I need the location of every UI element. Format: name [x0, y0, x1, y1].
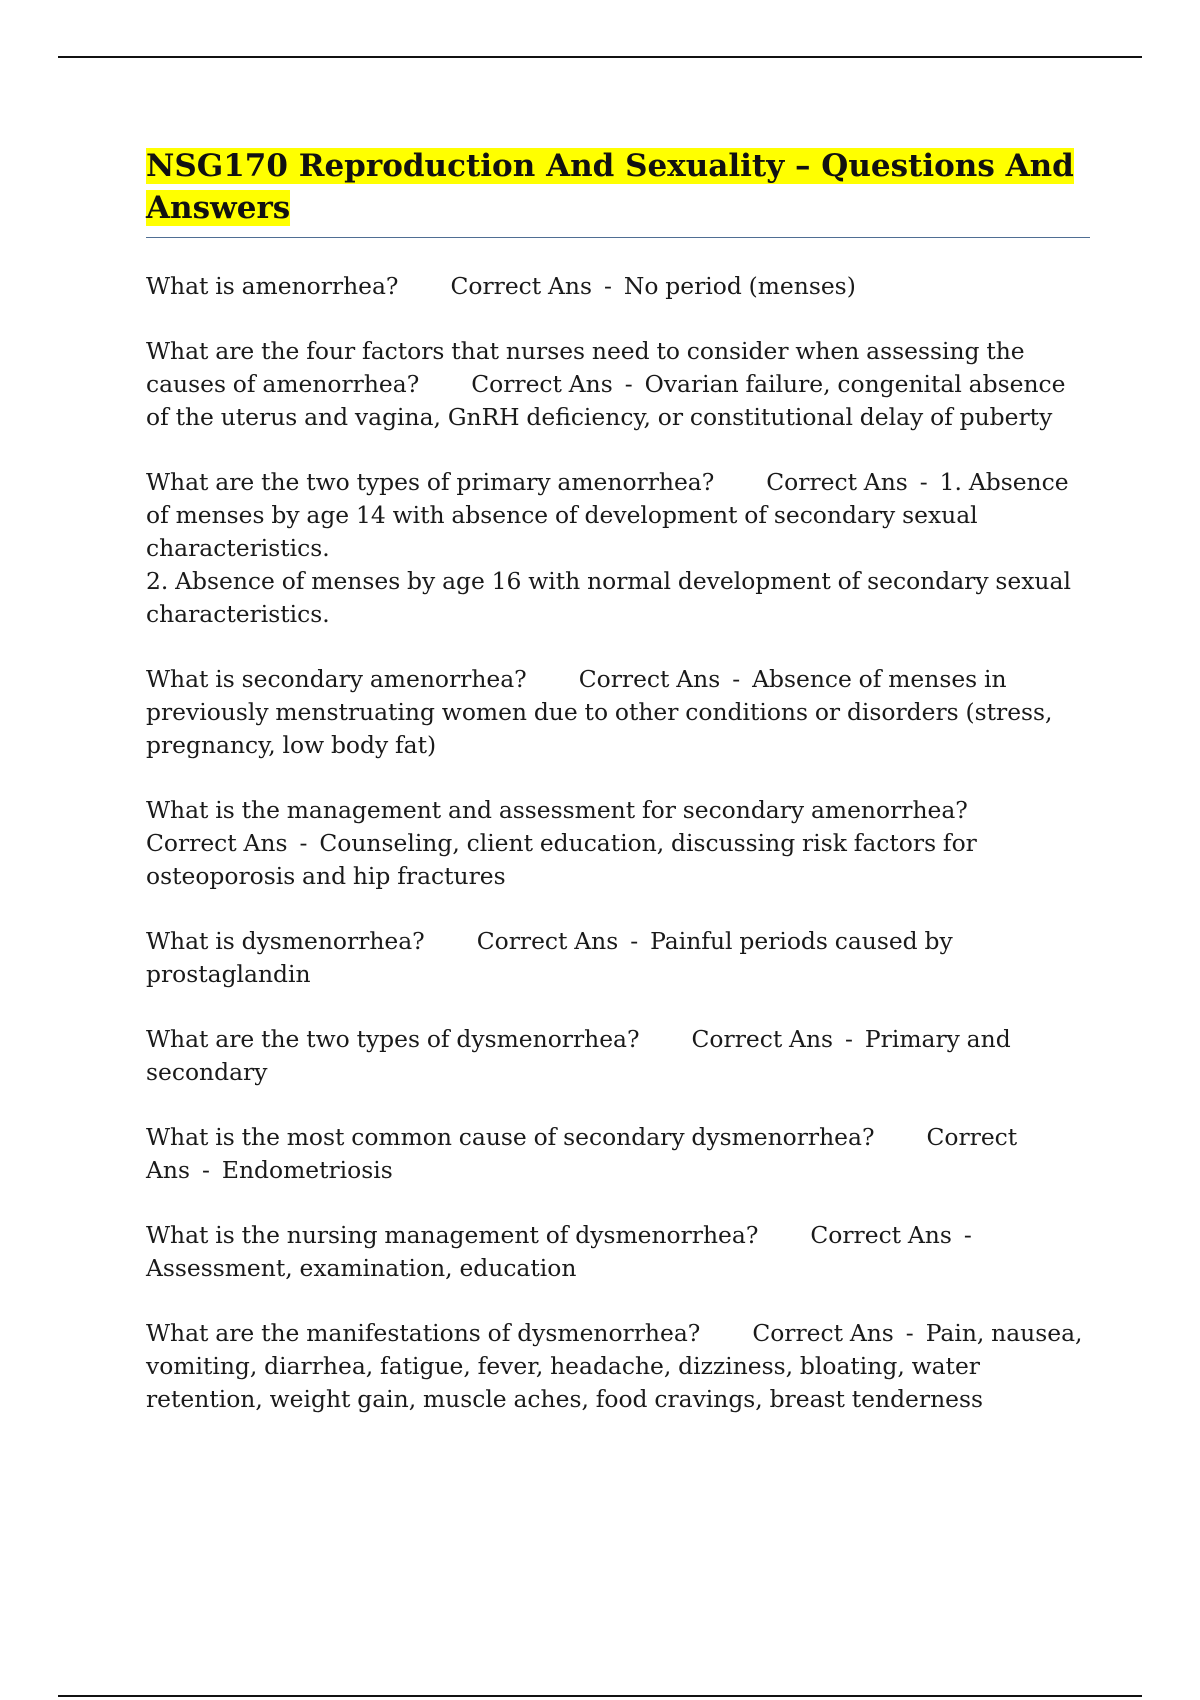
qa-item — [146, 1121, 1090, 1187]
answer-label: Correct Ans — [578, 665, 721, 693]
qa-item — [146, 925, 1090, 991]
header-rule — [58, 56, 1142, 58]
answer-text: Assessment, examination, education — [146, 1254, 577, 1282]
answer-dash: - — [299, 829, 308, 857]
answer-label: Correct Ans — [752, 1319, 894, 1347]
title-highlight: NSG170 Reproduction And Sexuality – Questions And Answers — [146, 148, 1074, 226]
answer-dash: - — [630, 927, 639, 955]
answer-label: Correct Ans — [146, 829, 288, 857]
answer-dash: - — [905, 1319, 914, 1347]
answer-text: Endometriosis — [221, 1156, 393, 1184]
question-text: What are the manifestations of dysmenorrhea? — [146, 1319, 701, 1347]
question-text: What is secondary amenorrhea? — [146, 665, 527, 693]
answer-text: Pain, nausea, vomiting, diarrhea, fatigue, fever, headache, dizziness, bloating, water retention, weight gain, muscle aches, food cravings, breast tenderness — [146, 1319, 1090, 1413]
question-text: What is dysmenorrhea? — [146, 927, 425, 955]
question-text: What is the management and assessment for secondary amenorrhea? — [146, 796, 968, 824]
answer-dash: - — [963, 1221, 972, 1249]
qa-item — [146, 466, 1090, 631]
qa-item — [146, 663, 1090, 762]
answer-text: 1. Absence of menses by age 14 with absence of development of secondary sexual characteristics. 2. Absence of menses by age 16 with normal development of secondary sexual characteristics. — [146, 468, 1071, 628]
qa-item — [146, 1023, 1090, 1089]
document-title — [146, 145, 1090, 229]
question-text: What are the two types of dysmenorrhea? — [146, 1025, 640, 1053]
qa-item — [146, 1317, 1090, 1416]
answer-label: Correct Ans — [810, 1221, 952, 1249]
question-text: What are the four factors that nurses need to consider when assessing the causes of amenorrhea? — [146, 337, 1032, 398]
answer-dash: - — [732, 665, 741, 693]
footer-rule — [58, 1695, 1142, 1697]
document-body — [146, 145, 1090, 1448]
answer-text: Counseling, client education, discussing risk factors for osteoporosis and hip fractures — [146, 829, 984, 890]
qa-item — [146, 794, 1090, 893]
qa-item — [146, 270, 1090, 303]
qa-item — [146, 1219, 1090, 1285]
answer-dash: - — [201, 1156, 210, 1184]
qa-list — [146, 270, 1090, 1416]
answer-text: No period (menses) — [623, 272, 856, 300]
question-text: What is amenorrhea? — [146, 272, 399, 300]
qa-item — [146, 335, 1090, 434]
answer-label: Correct Ans — [766, 468, 908, 496]
question-text: What is the nursing management of dysmenorrhea? — [146, 1221, 759, 1249]
answer-text: Painful periods caused by prostaglandin — [146, 927, 960, 988]
answer-text: Primary and secondary — [146, 1025, 1018, 1086]
answer-label: Correct Ans — [450, 272, 592, 300]
answer-label: Correct Ans — [146, 1123, 1025, 1184]
answer-text: Absence of menses in previously menstruating women due to other conditions or disorders (stress, pregnancy, low body fat) — [146, 665, 1060, 759]
answer-dash: - — [919, 468, 928, 496]
answer-label: Correct Ans — [476, 927, 619, 955]
title-underline — [146, 237, 1090, 238]
answer-label: Correct Ans — [691, 1025, 834, 1053]
answer-dash: - — [624, 370, 633, 398]
question-text: What is the most common cause of secondary dysmenorrhea? — [146, 1123, 875, 1151]
answer-dash: - — [603, 272, 612, 300]
answer-label: Correct Ans — [471, 370, 613, 398]
answer-text: Ovarian failure, congenital absence of the uterus and vagina, GnRH deficiency, or constitutional delay of puberty — [146, 370, 1073, 431]
question-text: What are the two types of primary amenorrhea? — [146, 468, 715, 496]
answer-dash: - — [845, 1025, 853, 1053]
